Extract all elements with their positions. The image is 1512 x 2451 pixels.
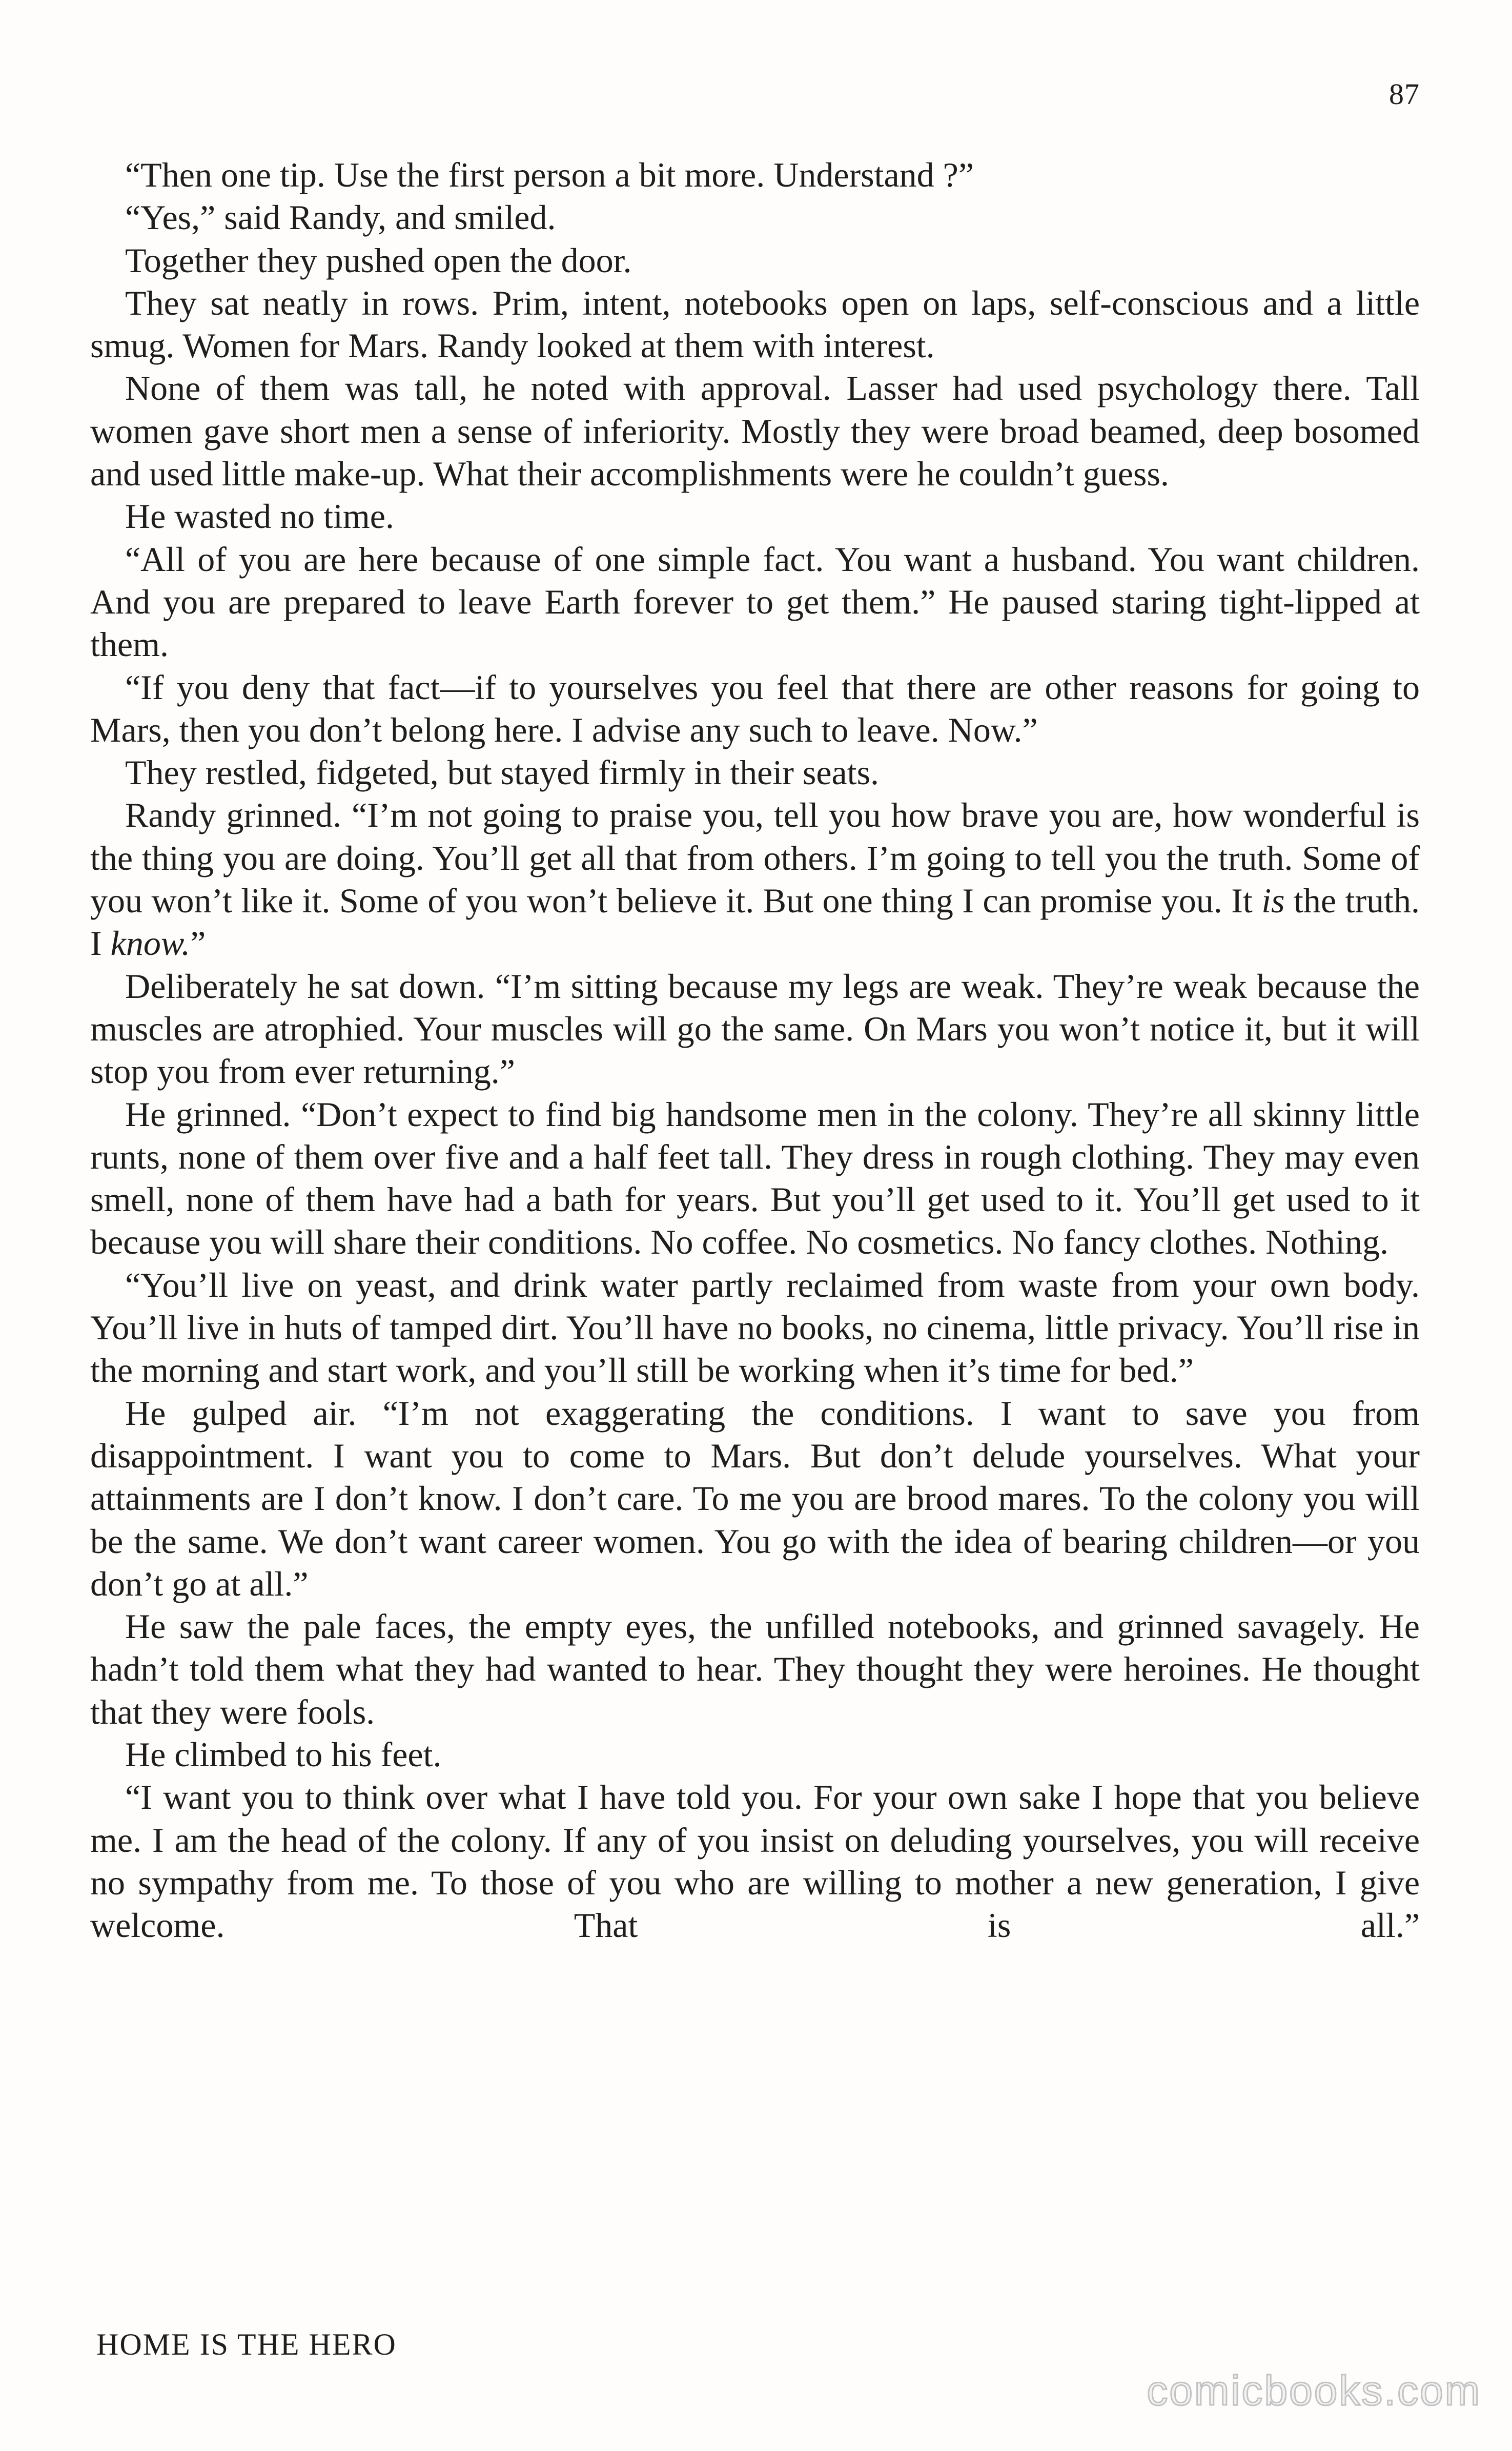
paragraph: “If you deny that fact—if to yourselves you feel that there are other reasons for going to Mars, then you don’t belong here. I advise any such to leave. Now.”	[90, 667, 1420, 749]
body-text	[90, 154, 1420, 1947]
paragraph: He grinned. “Don’t expect to find big handsome men in the colony. They’re all skinny little runts, none of them over five and a half feet tall. They dress in rough clothing. They may even smell, none of them have had a bath for years. But you’ll get used to it. You’ll get used to it because you will share their conditions. No coffee. No cosmetics. No fancy clothes. Nothing.	[90, 1094, 1420, 1262]
paragraph-text: the truth. I	[90, 881, 1420, 963]
paragraph: He saw the pale faces, the empty eyes, the unfilled notebooks, and grinned savagely. He hadn’t told them what they had wanted to hear. They thought they were heroines. He thought that they were fools.	[90, 1607, 1420, 1731]
paragraph-text: Randy grinned. “I’m not going to praise you, tell you how brave you are, how wonderful is the thing you are doing. You’ll get all that from others. I’m going to tell you the truth. Some of you won’t like it. Some of you won’t believe it. But one thing I can promise you. It	[90, 795, 1420, 921]
paragraph: Deliberately he sat down. “I’m sitting because my legs are weak. They’re weak because the muscles are atrophied. Your muscles will go the same. On Mars you won’t notice it, but it will stop you from ever returning.”	[90, 966, 1420, 1091]
paragraph: “I want you to think over what I have told you. For your own sake I hope that you believe me. I am the head of the colony. If any of you insist on deluding yourselves, you will receive no sympathy from me. To those of you who are willing to mother a new generation, I give welcome. That is all.”	[90, 1778, 1420, 1945]
paragraph: He climbed to his feet.	[125, 1734, 442, 1774]
page-number: 87	[1389, 77, 1420, 111]
watermark-logo: comicbooks.com	[1147, 2367, 1481, 2414]
emphasis: is	[1261, 881, 1285, 921]
paragraph: None of them was tall, he noted with approval. Lasser had used psychology there. Tall women gave short men a sense of inferiority. Mostly they were broad beamed, deep bosomed and used little make-up. What their accomplishments were he couldn’t guess.	[90, 369, 1420, 494]
running-foot: HOME IS THE HERO	[96, 2327, 397, 2361]
paragraph: “You’ll live on yeast, and drink water partly reclaimed from waste from your own body. You’ll live in huts of tamped dirt. You’ll have no books, no cinema, little privacy. You’ll rise in the morning and start work, and you’ll still be working when it’s time for bed.”	[90, 1265, 1420, 1390]
paragraph: He wasted no time.	[125, 497, 394, 536]
paragraph: “Yes,” said Randy, and smiled.	[125, 198, 556, 237]
paragraph: Together they pushed open the door.	[125, 240, 632, 280]
paragraph: “All of you are here because of one simple fact. You want a husband. You want children. And you are prepared to leave Earth forever to get them.” He paused staring tight-lipped at them.	[90, 539, 1420, 664]
paragraph-text: ”	[190, 924, 206, 963]
emphasis: know.	[110, 924, 191, 963]
paragraph: He gulped air. “I’m not exaggerating the conditions. I want to save you from disappointment. I want you to come to Mars. But don’t delude yourselves. What your attainments are I don’t know. I don’t care. To me you are brood mares. To the colony you will be the same. We don’t want career women. You go with the idea of bearing children—or you don’t go at all.”	[90, 1393, 1420, 1603]
paragraph	[90, 794, 1420, 965]
paragraph: “Then one tip. Use the first person a bit more. Understand ?”	[125, 155, 974, 194]
paragraph: They restled, fidgeted, but stayed firmly in their seats.	[125, 753, 880, 792]
paragraph: They sat neatly in rows. Prim, intent, notebooks open on laps, self-conscious and a little smug. Women for Mars. Randy looked at them with interest.	[90, 283, 1420, 365]
